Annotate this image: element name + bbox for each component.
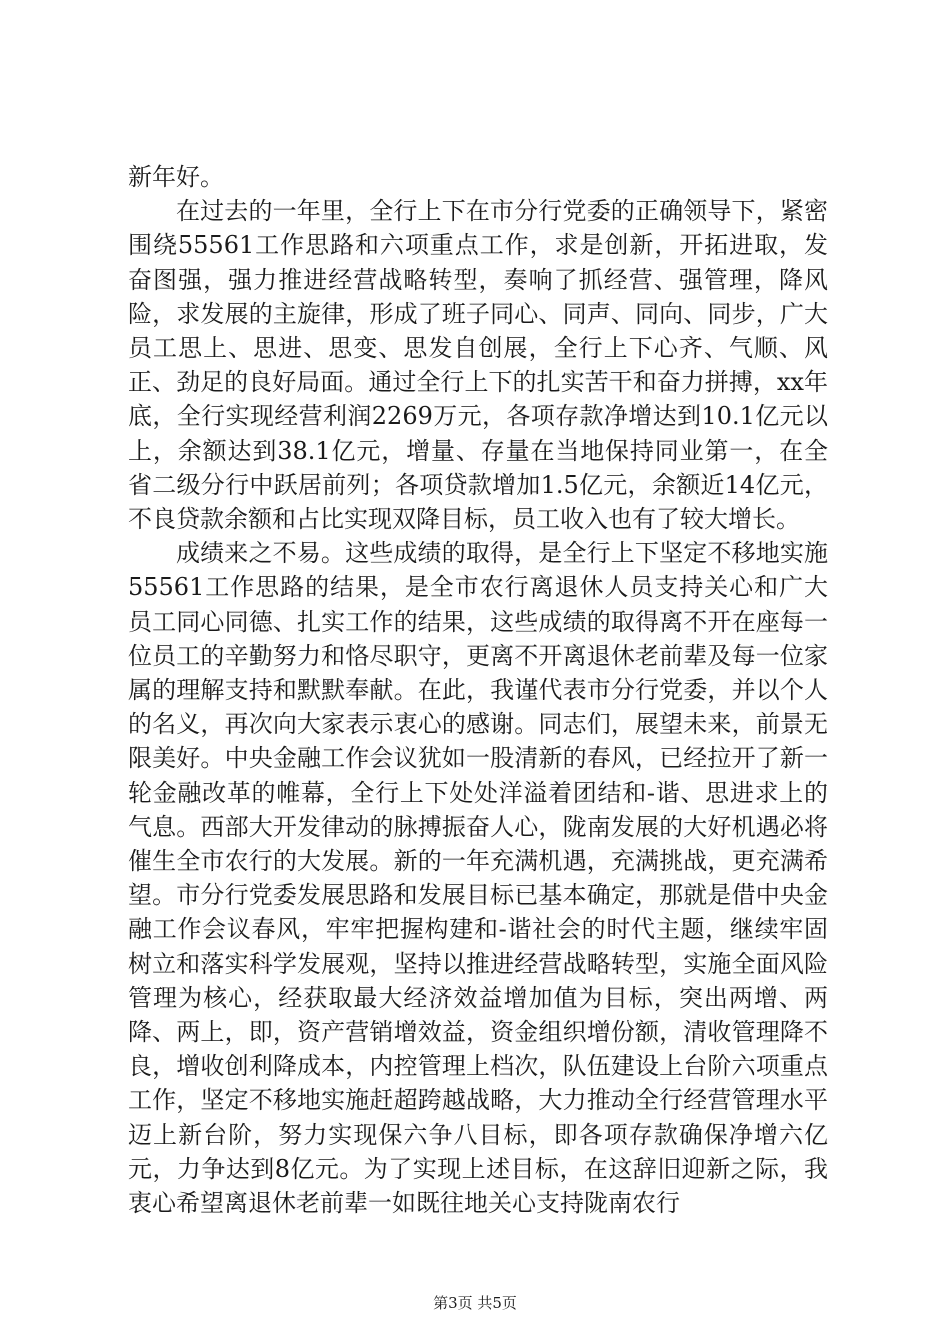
paragraph-achievements: 在过去的一年里，全行上下在市分行党委的正确领导下，紧密围绕55561工作思路和六项重点工作，求是创新，开拓进取，发奋图强，强力推进经营战略转型，奏响了抓经营、强管理，降风险，求发展的主旋律，形成了班子同心、同声、同向、同步，广大员工思上、思进、思变、思发自创展，全行上下心齐、气顺、风正、劲足的良好局面。通过全行上下的扎实苦干和奋力拼搏，xx年底，全行实现经营利润2269万元，各项存款净增达到10.1亿元以上，余额达到38.1亿元，增量、存量在当地保持同业第一，在全省二级分行中跃居前列；各项贷款增加1.5亿元，余额近14亿元，不良贷款余额和占比实现双降目标，员工收入也有了较大增长。 xyxy=(128,197,828,534)
page-number-footer: 第3页 共5页 xyxy=(433,1294,517,1312)
paragraph-greeting: 新年好。 xyxy=(128,163,224,191)
body-text xyxy=(128,160,828,1220)
paragraph-outlook: 成绩来之不易。这些成绩的取得，是全行上下坚定不移地实施55561工作思路的结果，是全市农行离退休人员支持关心和广大员工同心同德、扎实工作的结果，这些成绩的取得离不开在座每一位员工的辛勤努力和恪尽职守，更离不开离退休老前辈及每一位家属的理解支持和默默奉献。在此，我谨代表市分行党委，并以个人的名义，再次向大家表示衷心的感谢。同志们，展望未来，前景无限美好。中央金融工作会议犹如一股清新的春风，已经拉开了新一轮金融改革的帷幕，全行上下处处洋溢着团结和-谐、思进求上的气息。西部大开发律动的脉搏振奋人心，陇南发展的大好机遇必将催生全市农行的大发展。新的一年充满机遇，充满挑战，更充满希望。市分行党委发展思路和发展目标已基本确定，那就是借中央金融工作会议春风，牢牢把握构建和-谐社会的时代主题，继续牢固树立和落实科学发展观，坚持以推进经营战略转型，实施全面风险管理为核心，经获取最大经济效益增加值为目标，突出两增、两降、两上，即，资产营销增效益，资金组织增份额，清收管理降不良，增收创利降成本，内控管理上档次，队伍建设上台阶六项重点工作，坚定不移地实施赶超跨越战略，大力推动全行经营管理水平迈上新台阶，努力实现保六争八目标，即各项存款确保净增六亿元，力争达到8亿元。为了实现上述目标，在这辞旧迎新之际，我衷心希望离退休老前辈一如既往地关心支持陇南农行 xyxy=(128,539,828,1218)
